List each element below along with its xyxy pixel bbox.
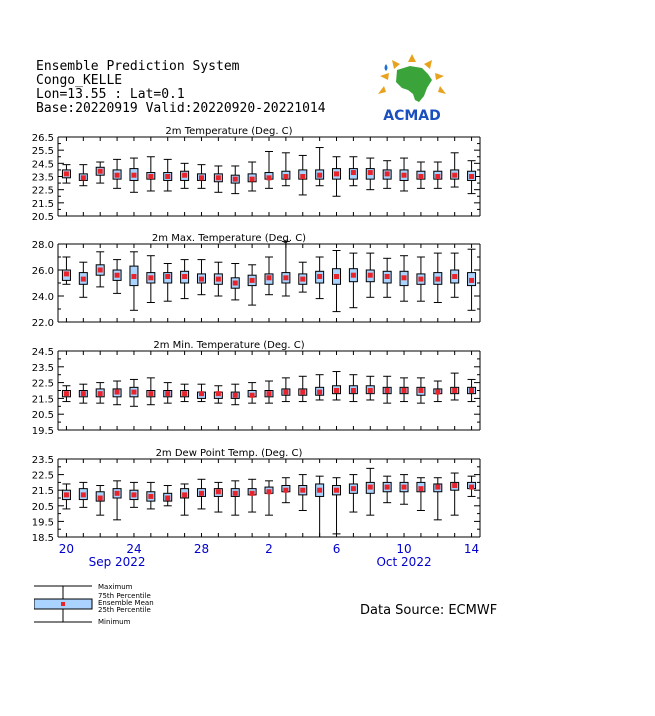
day-boxplot <box>96 486 104 516</box>
day-boxplot <box>299 155 307 195</box>
mean-marker <box>452 483 457 488</box>
mean-marker <box>131 492 136 497</box>
mean-marker <box>435 390 440 395</box>
mean-marker <box>165 496 170 501</box>
chart-panel-3 <box>32 340 480 437</box>
chart-panel-1 <box>32 126 480 223</box>
y-tick-label: 20.5 <box>31 212 54 223</box>
mean-marker <box>250 278 255 283</box>
mean-marker <box>469 388 474 393</box>
x-tick-label: 14 <box>463 542 480 556</box>
mean-marker <box>81 277 86 282</box>
mean-marker <box>131 390 136 395</box>
day-boxplot <box>181 163 189 188</box>
mean-marker <box>435 174 440 179</box>
y-tick-label: 19.5 <box>31 426 54 437</box>
x-tick-label: 10 <box>396 542 412 556</box>
mean-marker <box>98 496 103 501</box>
mean-marker <box>182 492 187 497</box>
day-boxplot <box>265 151 273 188</box>
y-tick-label: 22.5 <box>31 470 54 482</box>
day-boxplot <box>147 378 155 405</box>
legend-mean-marker <box>61 602 65 606</box>
day-boxplot <box>96 383 104 404</box>
mean-marker <box>64 492 69 497</box>
mean-marker <box>98 391 103 396</box>
day-boxplot <box>113 381 121 405</box>
mean-marker <box>182 391 187 396</box>
mean-marker <box>165 391 170 396</box>
mean-marker <box>148 275 153 280</box>
y-tick-label: 24.0 <box>31 292 54 303</box>
day-boxplot <box>366 253 374 297</box>
mean-marker <box>199 277 204 282</box>
day-boxplot <box>164 264 172 302</box>
mean-marker <box>115 273 120 278</box>
day-boxplot <box>417 162 425 188</box>
x-tick-label: 20 <box>58 542 75 556</box>
day-boxplot <box>349 475 357 512</box>
y-tick-label: 18.5 <box>31 533 54 544</box>
system-title: Ensemble Prediction System <box>36 59 240 74</box>
chart-panel-4 <box>32 448 480 569</box>
day-boxplot <box>231 264 239 300</box>
mean-marker <box>351 486 356 491</box>
day-boxplot <box>181 260 189 299</box>
day-boxplot <box>417 378 425 403</box>
mean-marker <box>250 177 255 182</box>
legend-p75-label: 75th Percentile <box>98 592 151 600</box>
panel-title: 2m Max. Temperature (Deg. C) <box>151 233 307 244</box>
legend-minimum-label: Minimum <box>98 618 131 626</box>
mean-marker <box>469 278 474 283</box>
mean-marker <box>81 175 86 180</box>
day-boxplot <box>130 158 138 192</box>
mean-marker <box>267 391 272 396</box>
mean-marker <box>64 171 69 176</box>
y-tick-label: 21.5 <box>31 394 54 406</box>
day-boxplot <box>214 386 222 403</box>
x-tick-label: 6 <box>332 542 341 556</box>
day-boxplot <box>197 479 205 509</box>
day-boxplot <box>265 257 273 295</box>
day-boxplot <box>366 158 374 190</box>
mean-marker <box>317 488 322 493</box>
y-tick-label: 20.5 <box>31 501 54 513</box>
day-boxplot <box>468 249 476 310</box>
mean-marker <box>165 174 170 179</box>
day-boxplot <box>113 481 121 520</box>
y-tick-label: 22.0 <box>31 318 54 329</box>
legend-maximum-label: Maximum <box>98 583 133 591</box>
day-boxplot <box>434 253 442 302</box>
mean-marker <box>216 277 221 282</box>
day-boxplot <box>468 161 476 194</box>
day-boxplot <box>383 376 391 403</box>
day-boxplot <box>248 479 256 512</box>
day-boxplot <box>333 157 341 197</box>
mean-marker <box>385 388 390 393</box>
mean-marker <box>334 171 339 176</box>
day-boxplot <box>164 159 172 191</box>
mean-marker <box>300 488 305 493</box>
day-boxplot <box>113 260 121 294</box>
x-month-label: Oct 2022 <box>376 555 432 569</box>
y-tick-label: 24.5 <box>31 159 54 171</box>
day-boxplot <box>451 253 459 297</box>
mean-marker <box>402 388 407 393</box>
day-boxplot <box>451 373 459 400</box>
mean-marker <box>402 173 407 178</box>
day-boxplot <box>147 482 155 509</box>
mean-marker <box>283 488 288 493</box>
day-boxplot <box>79 482 87 507</box>
mean-marker <box>81 391 86 396</box>
mean-marker <box>64 391 69 396</box>
day-boxplot <box>316 257 324 299</box>
day-boxplot <box>417 257 425 301</box>
day-boxplot <box>451 473 459 515</box>
y-tick-label: 26.5 <box>31 133 54 144</box>
mean-marker <box>317 274 322 279</box>
day-boxplot <box>282 241 290 296</box>
day-boxplot <box>197 165 205 189</box>
day-boxplot <box>316 375 324 400</box>
data-source: Data Source: ECMWF <box>360 603 498 618</box>
day-boxplot <box>299 475 307 511</box>
day-boxplot <box>282 378 290 402</box>
mean-marker <box>233 177 238 182</box>
mean-marker <box>216 391 221 396</box>
day-boxplot <box>214 166 222 192</box>
y-tick-label: 20.5 <box>31 410 54 422</box>
day-boxplot <box>434 381 442 402</box>
mean-marker <box>233 281 238 286</box>
mean-marker <box>148 391 153 396</box>
day-boxplot <box>383 161 391 189</box>
panel-title: 2m Dew Point Temp. (Deg. C) <box>155 448 303 459</box>
mean-marker <box>452 388 457 393</box>
mean-marker <box>300 174 305 179</box>
day-boxplot <box>333 251 341 312</box>
day-boxplot <box>79 384 87 403</box>
mean-marker <box>452 173 457 178</box>
mean-marker <box>435 277 440 282</box>
station-name: Congo_KELLE <box>36 73 123 88</box>
mean-marker <box>165 274 170 279</box>
mean-marker <box>300 277 305 282</box>
panel-title: 2m Temperature (Deg. C) <box>165 126 293 137</box>
day-boxplot <box>383 476 391 503</box>
day-boxplot <box>400 158 408 191</box>
day-boxplot <box>130 252 138 310</box>
day-boxplot <box>231 384 239 405</box>
mean-marker <box>250 491 255 496</box>
mean-marker <box>452 274 457 279</box>
mean-marker <box>385 171 390 176</box>
day-boxplot <box>248 162 256 191</box>
mean-marker <box>300 390 305 395</box>
day-boxplot <box>248 265 256 305</box>
day-boxplot <box>214 482 222 512</box>
legend <box>34 582 234 628</box>
mean-marker <box>148 494 153 499</box>
mean-marker <box>418 388 423 393</box>
y-tick-label: 22.5 <box>31 185 54 197</box>
mean-marker <box>216 175 221 180</box>
mean-marker <box>98 169 103 174</box>
mean-marker <box>334 388 339 393</box>
day-boxplot <box>197 260 205 295</box>
day-boxplot <box>62 386 70 402</box>
day-boxplot <box>349 375 357 402</box>
chart-panel-2 <box>32 233 480 329</box>
day-boxplot <box>417 478 425 511</box>
mean-marker <box>64 271 69 276</box>
mean-marker <box>351 388 356 393</box>
mean-marker <box>199 391 204 396</box>
day-boxplot <box>79 262 87 297</box>
y-tick-label: 19.5 <box>31 517 54 529</box>
mean-marker <box>98 268 103 273</box>
y-tick-label: 25.5 <box>31 146 54 158</box>
y-tick-label: 21.5 <box>31 486 54 498</box>
mean-marker <box>351 273 356 278</box>
mean-marker <box>115 390 120 395</box>
logo-text: ACMAD <box>383 108 441 124</box>
mean-marker <box>368 170 373 175</box>
mean-marker <box>334 488 339 493</box>
mean-marker <box>216 489 221 494</box>
day-boxplot <box>333 478 341 534</box>
mean-marker <box>435 485 440 490</box>
mean-marker <box>418 486 423 491</box>
mean-marker <box>81 492 86 497</box>
day-boxplot <box>349 253 357 308</box>
mean-marker <box>418 277 423 282</box>
day-boxplot <box>96 252 104 287</box>
mean-marker <box>115 491 120 496</box>
day-boxplot <box>282 153 290 186</box>
day-boxplot <box>366 376 374 400</box>
mean-marker <box>351 170 356 175</box>
mean-marker <box>233 393 238 398</box>
mean-marker <box>368 273 373 278</box>
day-boxplot <box>197 384 205 401</box>
mean-marker <box>385 274 390 279</box>
day-boxplot <box>265 481 273 515</box>
day-boxplot <box>164 383 172 404</box>
day-boxplot <box>147 256 155 303</box>
day-boxplot <box>181 384 189 401</box>
mean-marker <box>402 275 407 280</box>
y-tick-label: 21.5 <box>31 198 54 210</box>
mean-marker <box>199 175 204 180</box>
panel-title: 2m Min. Temperature (Deg. C) <box>153 340 305 351</box>
x-tick-label: 28 <box>193 542 210 556</box>
mean-marker <box>148 174 153 179</box>
mean-marker <box>418 174 423 179</box>
x-tick-label: 2 <box>265 542 273 556</box>
day-boxplot <box>316 476 324 537</box>
day-boxplot <box>468 476 476 496</box>
day-boxplot <box>214 262 222 296</box>
mean-marker <box>317 390 322 395</box>
day-boxplot <box>400 475 408 505</box>
day-boxplot <box>113 159 121 188</box>
mean-marker <box>182 274 187 279</box>
day-boxplot <box>248 383 256 404</box>
base-valid-dates: Base:20220919 Valid:20220920-20221014 <box>36 101 326 116</box>
day-boxplot <box>265 381 273 403</box>
mean-marker <box>267 175 272 180</box>
day-boxplot <box>231 166 239 194</box>
day-boxplot <box>299 376 307 401</box>
day-boxplot <box>400 256 408 302</box>
day-boxplot <box>62 257 70 284</box>
day-boxplot <box>299 262 307 292</box>
mean-marker <box>131 173 136 178</box>
y-tick-label: 26.0 <box>31 266 54 277</box>
mean-marker <box>334 274 339 279</box>
day-boxplot <box>147 157 155 191</box>
mean-marker <box>385 485 390 490</box>
x-month-label: Sep 2022 <box>88 555 146 569</box>
day-boxplot <box>231 481 239 515</box>
day-boxplot <box>383 258 391 297</box>
y-tick-label: 24.5 <box>31 347 54 358</box>
day-boxplot <box>130 379 138 406</box>
day-boxplot <box>316 148 324 186</box>
y-tick-label: 22.5 <box>31 378 54 390</box>
day-boxplot <box>282 478 290 503</box>
day-boxplot <box>434 162 442 188</box>
mean-marker <box>233 491 238 496</box>
mean-marker <box>182 173 187 178</box>
mean-marker <box>317 173 322 178</box>
legend-p25-label: 25th Percentile <box>98 606 151 614</box>
mean-marker <box>131 274 136 279</box>
day-boxplot <box>451 153 459 187</box>
day-boxplot <box>181 484 189 515</box>
mean-marker <box>283 275 288 280</box>
y-tick-label: 23.5 <box>31 455 54 466</box>
y-tick-label: 28.0 <box>31 240 54 251</box>
mean-marker <box>115 173 120 178</box>
mean-marker <box>368 388 373 393</box>
mean-marker <box>283 390 288 395</box>
mean-marker <box>199 491 204 496</box>
day-boxplot <box>434 478 442 520</box>
mean-marker <box>469 174 474 179</box>
mean-marker <box>402 485 407 490</box>
day-boxplot <box>62 484 70 509</box>
day-boxplot <box>400 378 408 402</box>
day-boxplot <box>96 162 104 183</box>
mean-marker <box>267 275 272 280</box>
day-boxplot <box>333 372 341 400</box>
day-boxplot <box>349 157 357 186</box>
y-tick-label: 23.5 <box>31 172 54 184</box>
day-boxplot <box>130 482 138 507</box>
x-tick-label: 24 <box>126 542 142 556</box>
mean-marker <box>267 489 272 494</box>
coordinates: Lon=13.55 : Lat=0.1 <box>36 87 185 102</box>
day-boxplot <box>164 486 172 506</box>
mean-marker <box>469 485 474 490</box>
day-boxplot <box>62 165 70 183</box>
day-boxplot <box>366 468 374 515</box>
mean-marker <box>368 485 373 490</box>
mean-marker <box>250 393 255 398</box>
mean-marker <box>283 174 288 179</box>
legend-mean-label: Ensemble Mean <box>98 599 154 607</box>
day-boxplot <box>79 165 87 186</box>
y-tick-label: 23.5 <box>31 362 54 374</box>
